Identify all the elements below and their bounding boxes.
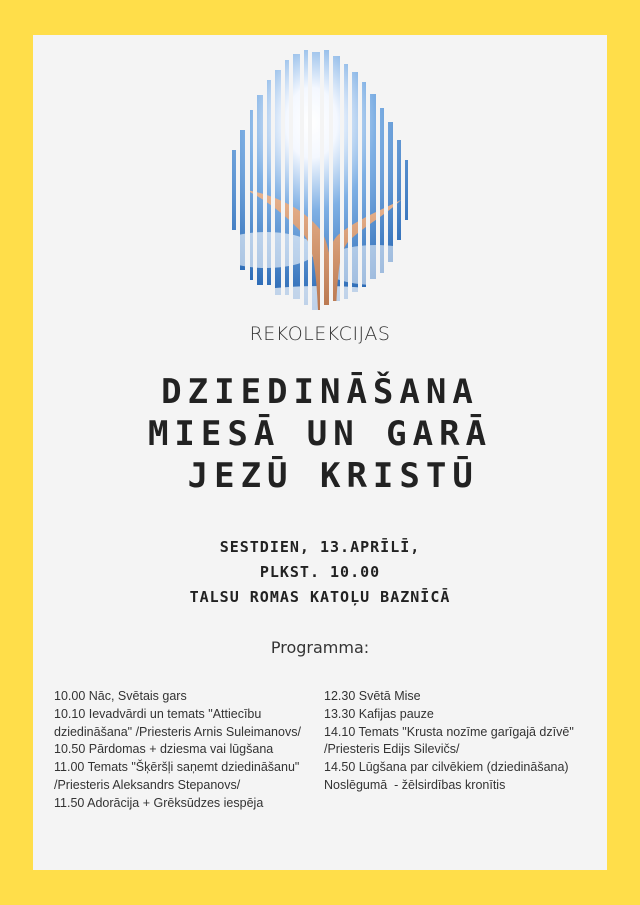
program-line: 12.30 Svētā Mise (324, 689, 421, 703)
title-line-2: MIESĀ UN GARĀ (147, 414, 493, 454)
event-details (33, 535, 607, 610)
program-line: 13.30 Kafijas pauze (324, 706, 434, 721)
event-title (33, 371, 607, 497)
event-date: SESTDIEN, 13.APRĪLĪ, (219, 538, 421, 556)
program-right-column (324, 688, 594, 795)
program-line: 14.10 Temats "Krusta nozīme garīgajā dzīvē" (324, 724, 574, 739)
program-line: dziedināšana" /Priesteris Arnis Suleimanovs/ (54, 724, 301, 739)
title-line-3: JEZŪ KRISTŪ (161, 456, 479, 496)
title-line-1: DZIEDINĀŠANA (161, 372, 479, 412)
program-title: Programma: (270, 638, 370, 657)
event-time: PLKST. 10.00 (259, 563, 381, 581)
subtitle: REKOLEKCIJAS (249, 323, 391, 345)
program-line: /Priesteris Edijs Silevičs/ (324, 742, 460, 757)
program-line: /Priesteris Aleksandrs Stepanovs/ (54, 777, 241, 792)
program-left-column (54, 688, 324, 813)
program-line: 11.00 Temats "Šķēršļi saņemt dziedināšanu" (54, 760, 300, 775)
program-line: 10.10 Ievadvārdi un temats "Attiecību (54, 706, 262, 721)
raised-hands-in-light-icon (226, 50, 416, 310)
program-line: 10.00 Nāc, Svētais gars (54, 689, 187, 703)
program-line: 10.50 Pārdomas + dziesma vai lūgšana (54, 742, 274, 757)
program-line: 14.50 Lūgšana par cilvēkiem (dziedināšana) (324, 760, 569, 775)
poster-card (33, 35, 607, 870)
event-place: TALSU ROMAS KATOĻU BAZNĪCĀ (189, 588, 451, 606)
program-line: 11.50 Adorācija + Grēksūdzes iespēja (54, 795, 264, 810)
program-line: Noslēgumā - žēlsirdības kronītis (324, 777, 506, 792)
